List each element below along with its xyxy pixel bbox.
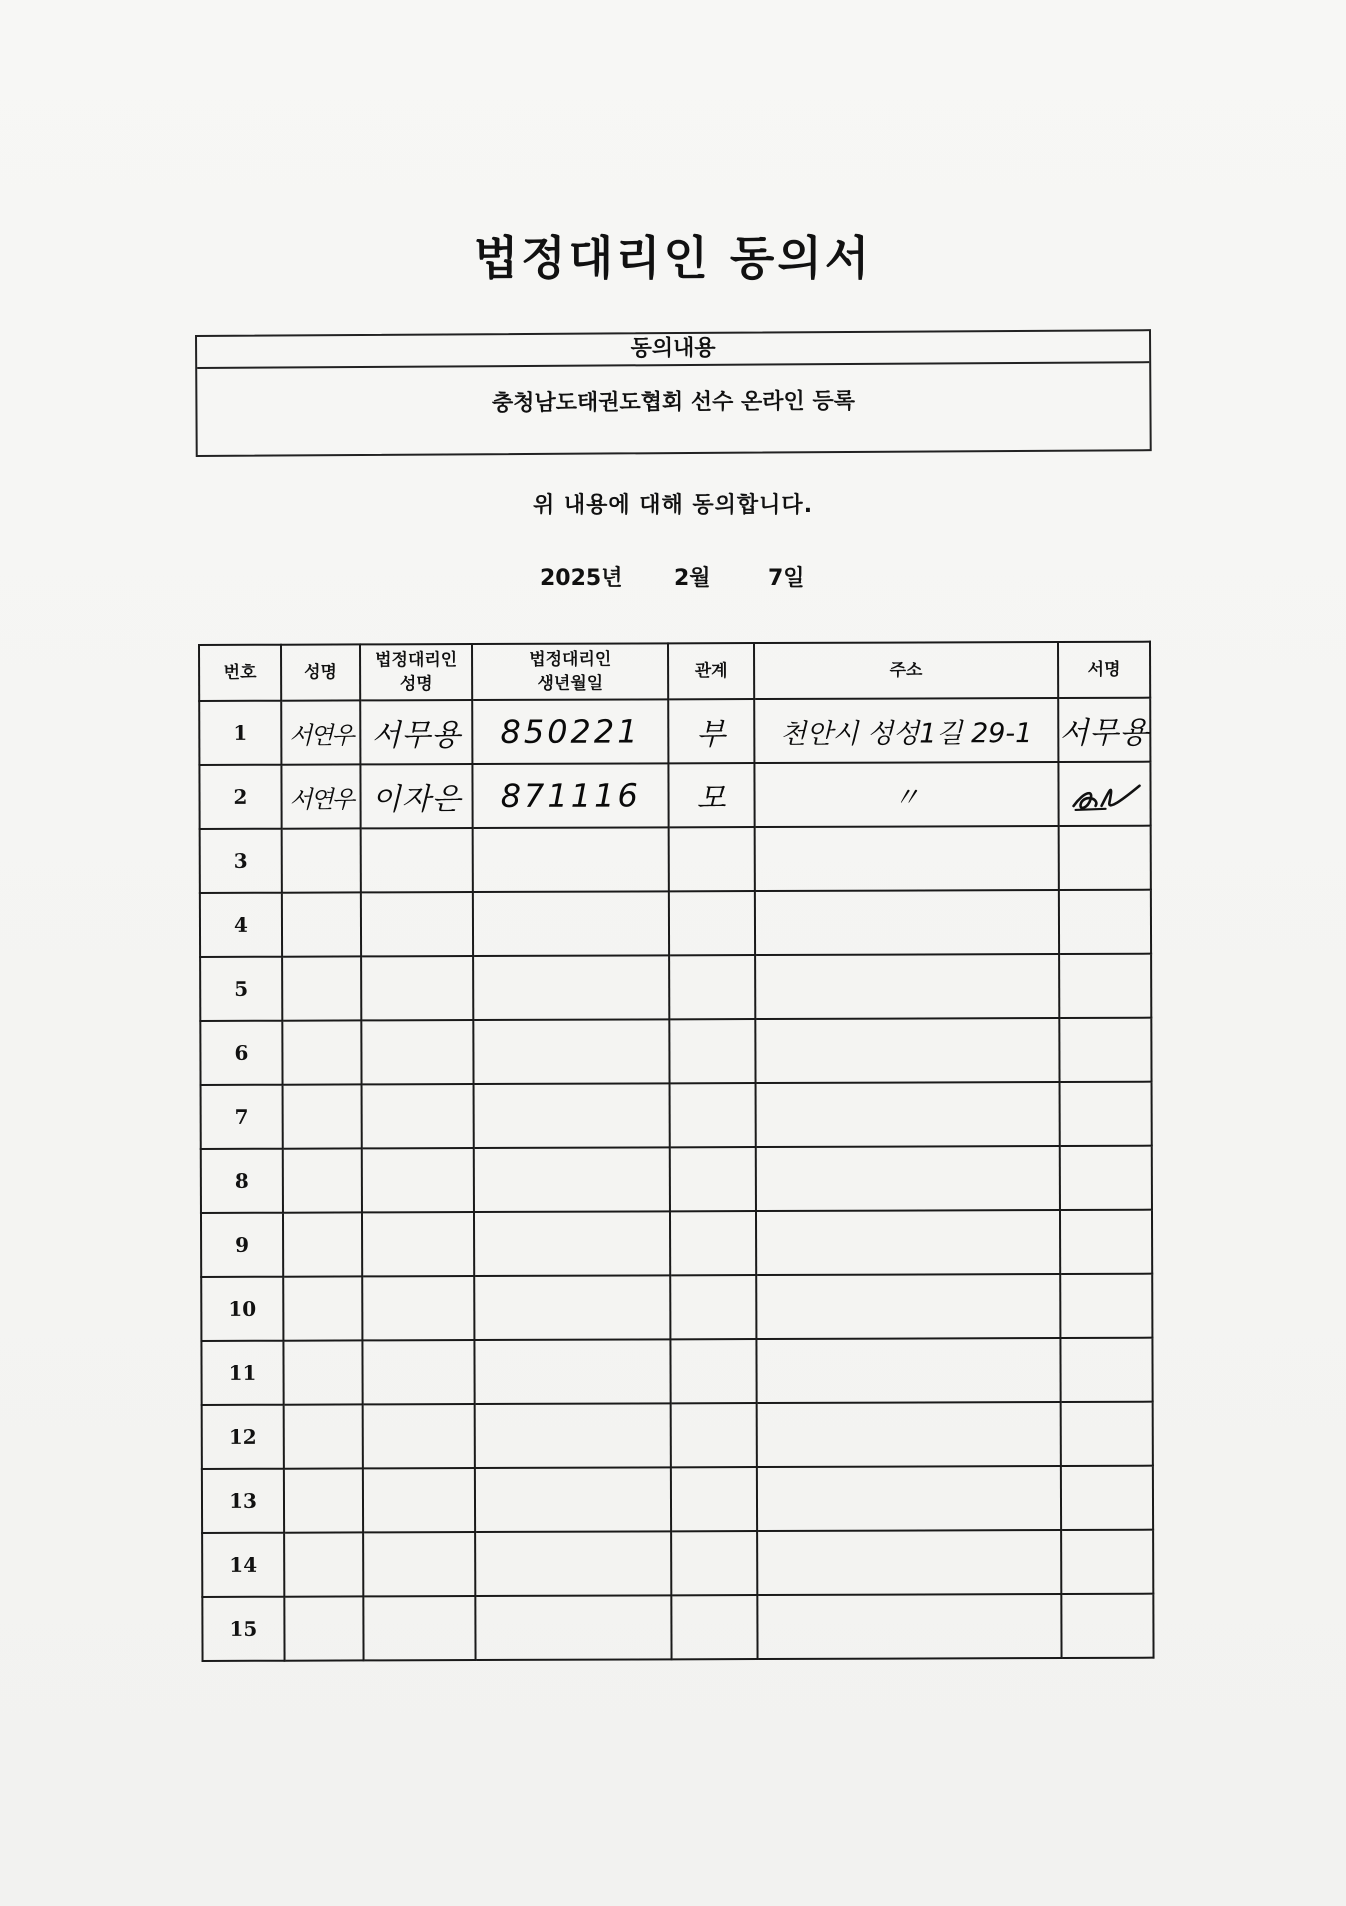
cell-signature xyxy=(1061,1402,1153,1466)
header-rep-name-line2: 성명 xyxy=(399,674,433,695)
cell-no: 13 xyxy=(202,1469,284,1533)
cell-rep-birth xyxy=(475,1275,671,1340)
header-rep-birth xyxy=(472,643,668,700)
cell-relation xyxy=(670,1147,756,1211)
cell-rep-birth xyxy=(476,1595,672,1660)
cell-rep-birth xyxy=(473,891,669,956)
table-row xyxy=(200,954,1151,1021)
date-year: 2025년 xyxy=(540,566,623,591)
cell-no: 11 xyxy=(201,1341,283,1405)
cell-relation xyxy=(669,955,755,1019)
table-body xyxy=(199,698,1153,1661)
header-rep-name xyxy=(360,644,473,700)
document-title: 법정대리인 동의서 xyxy=(473,231,873,285)
cell-address xyxy=(756,1274,1060,1339)
cell-relation-handwriting: 모 xyxy=(696,781,727,817)
table-row xyxy=(202,1402,1153,1469)
table-row xyxy=(201,1210,1152,1277)
cell-no: 15 xyxy=(202,1597,284,1661)
cell-relation xyxy=(670,1083,756,1147)
cell-address xyxy=(757,1594,1061,1659)
cell-rep-birth-handwriting: 871116 xyxy=(500,776,641,815)
cell-name xyxy=(284,1532,363,1596)
cell-address xyxy=(755,954,1059,1019)
cell-name xyxy=(282,956,361,1020)
cell-rep-name-handwriting: 이자은 xyxy=(371,782,462,818)
cell-rep-birth xyxy=(472,699,668,764)
cell-rep-name xyxy=(361,892,474,956)
cell-relation xyxy=(669,1019,755,1083)
cell-signature xyxy=(1061,1466,1153,1530)
cell-relation xyxy=(669,763,755,827)
cell-signature xyxy=(1060,1338,1152,1402)
header-rep-birth-line1: 법정대리인 xyxy=(529,649,612,670)
header-name: 성명 xyxy=(281,644,360,700)
cell-relation xyxy=(671,1467,757,1531)
table-row xyxy=(201,1146,1152,1213)
table-header-row xyxy=(199,642,1150,701)
cell-name xyxy=(283,1340,362,1404)
cell-name xyxy=(281,764,360,828)
cell-rep-name xyxy=(361,956,474,1020)
cell-rep-name xyxy=(362,1212,475,1276)
cell-rep-name xyxy=(362,1276,475,1340)
cell-rep-birth xyxy=(473,827,669,892)
table-row xyxy=(199,698,1150,765)
cell-rep-name xyxy=(361,1084,474,1148)
cell-no: 7 xyxy=(201,1085,283,1149)
cell-no: 14 xyxy=(202,1533,284,1597)
cell-signature xyxy=(1061,1530,1153,1594)
cell-signature xyxy=(1060,1274,1152,1338)
cell-address xyxy=(754,762,1058,827)
cell-rep-birth xyxy=(474,1083,670,1148)
cell-signature xyxy=(1061,1594,1153,1658)
table-row xyxy=(199,762,1150,829)
agree-statement: 위 내용에 대해 동의합니다. xyxy=(532,493,814,518)
table-row xyxy=(202,1530,1153,1597)
header-no: 번호 xyxy=(199,645,281,701)
cell-rep-name-handwriting: 서무용 xyxy=(371,718,462,754)
cell-no: 10 xyxy=(201,1277,283,1341)
table-row xyxy=(201,1338,1152,1405)
cell-signature xyxy=(1058,762,1150,826)
header-relation: 관계 xyxy=(668,643,754,699)
cell-address xyxy=(755,826,1059,891)
cell-rep-birth xyxy=(475,1467,671,1532)
cell-rep-name xyxy=(360,764,473,828)
cell-name xyxy=(282,828,361,892)
table-row xyxy=(200,1018,1151,1085)
cell-signature xyxy=(1059,890,1151,954)
cell-relation xyxy=(668,699,754,763)
table-row xyxy=(201,1082,1152,1149)
cell-signature xyxy=(1060,1146,1152,1210)
cell-signature xyxy=(1059,826,1151,890)
cell-signature xyxy=(1060,1210,1152,1274)
date-month: 2월 xyxy=(674,566,711,591)
cell-signature xyxy=(1058,698,1150,762)
cell-no: 12 xyxy=(202,1405,284,1469)
table-row xyxy=(201,1274,1152,1341)
cell-no: 6 xyxy=(200,1021,282,1085)
cell-rep-name xyxy=(361,1020,474,1084)
cell-relation xyxy=(671,1403,757,1467)
cell-name xyxy=(282,1020,361,1084)
cell-rep-birth xyxy=(474,1211,670,1276)
table-row xyxy=(200,826,1151,893)
cell-no: 2 xyxy=(199,765,281,829)
cell-rep-birth-handwriting: 850221 xyxy=(500,712,641,751)
cell-address xyxy=(756,1210,1060,1275)
cell-address xyxy=(755,1082,1059,1147)
cell-signature xyxy=(1060,1082,1152,1146)
cell-relation xyxy=(669,827,755,891)
cell-address-handwriting: 천안시 성성1길 29-1 xyxy=(780,717,1033,750)
registration-table xyxy=(198,641,1155,1662)
table-row xyxy=(202,1594,1153,1661)
table-row xyxy=(200,890,1151,957)
cell-address xyxy=(757,1466,1061,1531)
cell-rep-birth xyxy=(473,763,669,828)
cell-rep-name xyxy=(362,1340,475,1404)
cell-relation xyxy=(671,1339,757,1403)
table-row xyxy=(202,1466,1153,1533)
consent-box xyxy=(195,329,1152,457)
cell-relation xyxy=(669,891,755,955)
header-signature: 서명 xyxy=(1058,642,1150,698)
cell-address xyxy=(757,1402,1061,1467)
cell-name xyxy=(284,1596,363,1660)
cell-signature xyxy=(1059,1018,1151,1082)
cell-name xyxy=(284,1468,363,1532)
cell-signature-handwriting: 서무용 xyxy=(1059,715,1150,751)
cell-rep-name xyxy=(360,700,473,764)
cell-address xyxy=(754,698,1058,763)
cell-no: 3 xyxy=(200,829,282,893)
cell-no: 8 xyxy=(201,1149,283,1213)
cell-relation xyxy=(670,1211,756,1275)
cell-address xyxy=(756,1146,1060,1211)
cell-no: 5 xyxy=(200,957,282,1021)
cell-rep-birth xyxy=(474,1019,670,1084)
cell-rep-birth xyxy=(475,1403,671,1468)
cell-rep-name xyxy=(363,1468,476,1532)
cell-name xyxy=(283,1148,362,1212)
cell-name xyxy=(283,1276,362,1340)
cell-rep-birth xyxy=(474,1147,670,1212)
cell-no: 1 xyxy=(199,701,281,765)
cell-relation xyxy=(671,1595,757,1659)
cell-rep-birth xyxy=(475,1531,671,1596)
cell-name xyxy=(283,1212,362,1276)
cell-name xyxy=(284,1404,363,1468)
cell-address xyxy=(755,1018,1059,1083)
consent-body: 충청남도태권도협회 선수 온라인 등록 xyxy=(491,388,855,417)
cell-rep-name xyxy=(363,1596,476,1660)
cell-name-handwriting: 서연우 xyxy=(288,720,353,750)
cell-rep-name xyxy=(362,1148,475,1212)
cell-relation-handwriting: 부 xyxy=(696,717,727,753)
handwritten-signature-mark xyxy=(1065,772,1143,816)
cell-relation xyxy=(670,1275,756,1339)
cell-address xyxy=(757,1530,1061,1595)
consent-header: 동의내용 xyxy=(197,331,1149,369)
date-day: 7일 xyxy=(768,566,805,591)
cell-rep-name xyxy=(363,1532,476,1596)
cell-rep-birth xyxy=(473,955,669,1020)
cell-rep-name xyxy=(363,1404,476,1468)
cell-rep-birth xyxy=(475,1339,671,1404)
cell-no: 9 xyxy=(201,1213,283,1277)
cell-no: 4 xyxy=(200,893,282,957)
cell-address xyxy=(756,1338,1060,1403)
header-address: 주소 xyxy=(754,642,1058,699)
cell-rep-name xyxy=(361,828,474,892)
cell-name xyxy=(282,1084,361,1148)
header-rep-name-line1: 법정대리인 xyxy=(375,650,458,671)
cell-address xyxy=(755,890,1059,955)
cell-address-handwriting: 〃 xyxy=(892,781,921,814)
cell-name-handwriting: 서연우 xyxy=(289,784,353,814)
header-rep-birth-line2: 생년월일 xyxy=(537,673,604,694)
cell-name xyxy=(282,892,361,956)
cell-signature xyxy=(1059,954,1151,1018)
cell-name xyxy=(281,700,360,764)
cell-relation xyxy=(671,1531,757,1595)
